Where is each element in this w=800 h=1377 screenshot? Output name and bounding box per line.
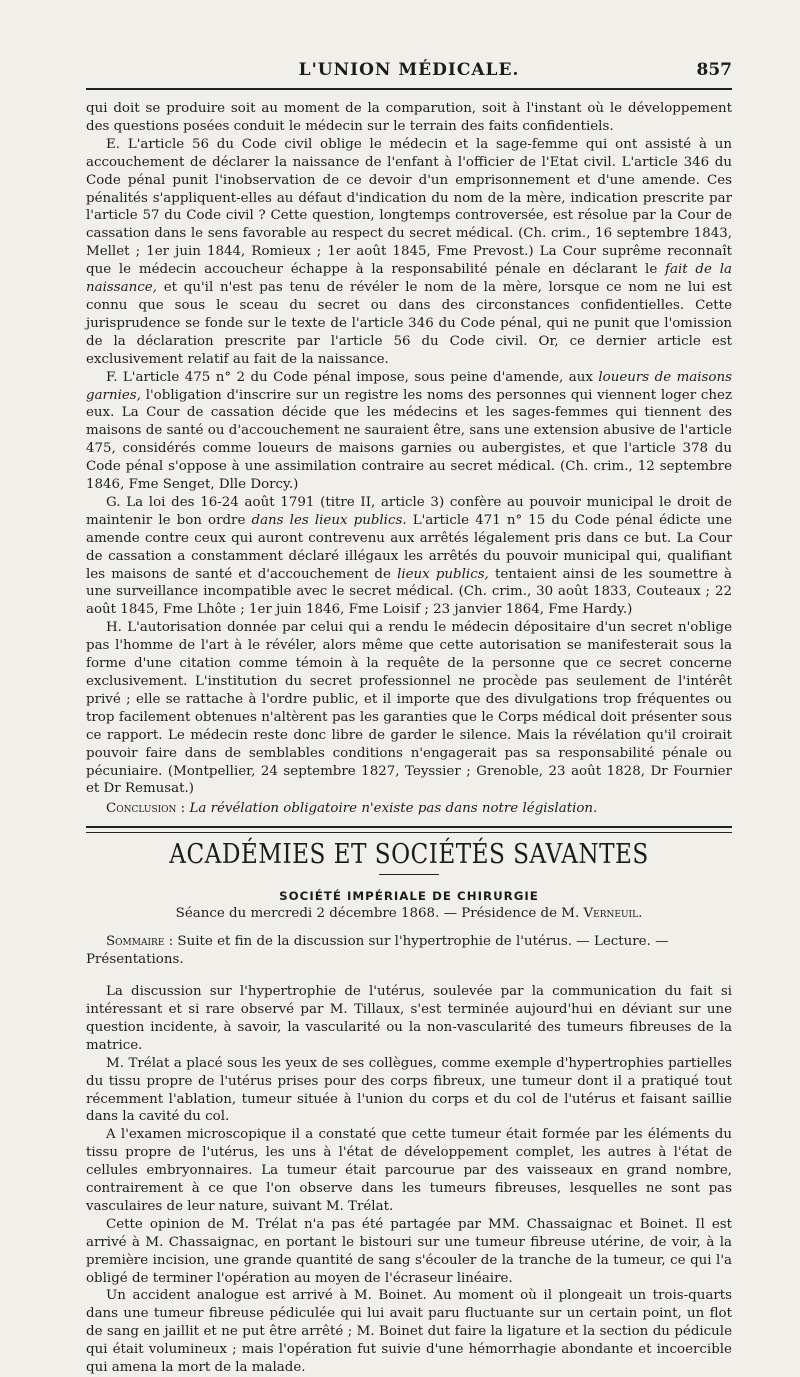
paragraph-text: tentaient ainsi de les soumettre à une surveillance incompatible avec le secret médical. (Ch. crim., 30 août 1833, Couteaux ; 22 août 1845, Fme Lhôte ; 1er juin 1846, Fme Loisif ; 23 janvier 1864, Fme Hardy.) (86, 566, 732, 618)
conclusion-label: Conclusion : (106, 801, 186, 817)
seance-line (86, 906, 732, 921)
page-header (86, 58, 732, 90)
conclusion (86, 800, 732, 818)
paragraph-text: E. L'article 56 du Code civil oblige le médecin et la sage-femme qui ont assisté à un accouchement de déclarer la naissance de l'enfant à l'officier de l'Etat civil. L'article 346 du Code pénal punit l'inobservation de ce devoir d'un emprisonnement et d'une amende. Ces pénalités s'appliquent-elles au défaut d'indication du nom de la mère, indication prescrite par l'article 57 du Code civil ? Cette question, longtemps controversée, est résolue par la Cour de cassation dans le sens favorable au respect du secret médical. (Ch. crim., 16 septembre 1843, Mellet ; 1er juin 1844, Romieux ; 1er août 1845, Fme Prevost.) La Cour suprême reconnaît que le médecin accoucheur échappe à la responsabilité pénale en déclarant le (86, 136, 732, 278)
short-divider (379, 874, 439, 875)
italic-phrase: fait de la naissance, (86, 262, 732, 296)
paragraph-e (86, 136, 732, 369)
president-name: Verneuil. (583, 906, 643, 922)
paragraph-text: et qu'il n'est pas tenu de révéler le nom de la mère, lorsque ce nom ne lui est connu que sous le sceau du secret ou dans des circonstances confidentielles. Cette jurisprudence se fonde sur le texte de l'article 346 du Code pénal, qui ne punit que l'omission de la déclaration prescrite par l'article 56 du Code civil. Or, ce dernier article est exclusivement relatif au fait de la naissance. (86, 280, 732, 367)
paragraph: A l'examen microscopique il a constaté que cette tumeur était formée par les éléments du tissu propre de l'utérus, les uns à l'état de développement complet, les autres à l'état de cellules embryonnaires. La tumeur était parcourue par des vaisseaux en grand nombre, contrairement à ce que l'on observe dans les tumeurs fibreuses, lesquelles ne sont pas vasculaires de leur nature, suivant M. Trélat. (86, 1127, 732, 1214)
paragraph: Cette opinion de M. Trélat n'a pas été partagée par MM. Chassaignac et Boinet. Il est arrivé à M. Chassaignac, en portant le bistouri sur une tumeur fibreuse utérine, de voir, à la première incision, une grande quantité de sang s'écouler de la tranche de la tumeur, ce qui l'a obligé de terminer l'opération au moyen de l'écraseur linéaire. (86, 1216, 732, 1286)
paragraph-text: F. L'article 475 n° 2 du Code pénal impose, sous peine d'amende, aux (106, 369, 593, 385)
page-number: 857 (696, 60, 732, 80)
sommaire (86, 933, 732, 969)
paragraph-text: G. La loi des 16-24 août 1791 (titre II, article 3) confère au pouvoir municipal le droit de maintenir le bon ordre (86, 494, 732, 528)
italic-phrase: lieux publics, (397, 566, 489, 582)
section-divider (86, 826, 732, 833)
italic-phrase: dans les lieux publics. (251, 512, 407, 528)
paragraph: Un accident analogue est arrivé à M. Boinet. Au moment où il plongeait un trois-quarts dans une tumeur fibreuse pédiculée qui lui avait paru fluctuante sur un certain point, un flot de sang en jaillit et ne put être arrêté ; M. Boinet dut faire la ligature et la section du pédicule qui était volumineux ; mais l'opération fut suivie d'une hémorrhagie abondante et incoercible qui amena la mort de la malade. (86, 1288, 732, 1376)
paragraph-f (86, 369, 732, 494)
paragraph: M. Trélat a placé sous les yeux de ses collègues, comme exemple d'hypertrophies partielles du tissu propre de l'utérus prises pour des corps fibreux, une tumeur dont il a pratiqué tout récemment l'ablation, tumeur située à l'union du corps et du col de l'utérus et faisant saillie dans la cavité du col. (86, 1055, 732, 1125)
italic-phrase: loueurs de maisons garnies, (86, 369, 732, 403)
paragraph-text: l'obligation d'inscrire sur un registre les noms des personnes qui viennent loger chez eux. La Cour de cassation décide que les médecins et les sages-femmes qui tiennent des maisons de santé ou d'accouchement ne sauraient être, sans une extension abusive de l'article 475, considérés comme loueurs de maisons garnies ou aubergistes, et que l'article 378 du Code pénal s'oppose à une assimilation contraire au secret médical. (Ch. crim., 12 septembre 1846, Fme Senget, Dlle Dorcy.) (86, 387, 732, 493)
paragraph-text: L'article 471 n° 15 du Code pénal édicte une amende contre ceux qui auront contrevenu aux arrêtés légalement pris dans ce but. La Cour de cassation a constamment déclaré illégaux les arrêtés du pouvoir municipal qui, qualifiant les maisons de santé et d'accouchement de (86, 512, 733, 582)
paragraph: qui doit se produire soit au moment de la comparution, soit à l'instant où le développement des questions posées conduit le médecin sur le terrain des faits confidentiels. (86, 101, 732, 134)
conclusion-text: La révélation obligatoire n'existe pas dans notre législation. (189, 801, 598, 817)
paragraph: La discussion sur l'hypertrophie de l'utérus, soulevée par la communication du fait si intéressant et si rare observé par M. Tillaux, s'est terminée aujourd'hui en déviant sur une question incidente, à savoir, la vascularité ou la non-vascularité des tumeurs fibreuses de la matrice. (86, 984, 732, 1053)
society-heading: SOCIÉTÉ IMPÉRIALE DE CHIRURGIE (279, 889, 539, 904)
seance-text: Séance du mercredi 2 décembre 1868. — Présidence de M. (175, 906, 580, 922)
paragraph-h: H. L'autorisation donnée par celui qui a rendu le médecin dépositaire d'un secret n'oblige pas l'homme de l'art à le révéler, alors même que cette autorisation se manifesterait sous la forme d'une citation comme témoin à la requête de la personne que ce secret concerne exclusivement. L'institution du secret professionnel ne procède pas seulement de l'intérêt privé ; elle se rattache à l'ordre public, et il importe que des divulgations trop fréquentes ou trop facilement obtenues n'altèrent pas les garanties que le Corps médical doit présenter sous ce rapport. Le médecin reste donc libre de garder le silence. Mais la révélation qu'il croirait pouvoir faire dans de semblables conditions n'engagerait pas sa responsabilité pénale ou pécuniaire. (Montpellier, 24 septembre 1827, Teyssier ; Grenoble, 23 août 1828, Dr Fournier et Dr Remusat.) (86, 620, 732, 797)
running-title: L'UNION MÉDICALE. (298, 60, 520, 80)
section-title: ACADÉMIES ET SOCIÉTÉS SAVANTES (169, 839, 649, 871)
paragraph-g (86, 494, 732, 619)
sommaire-text: Suite et fin de la discussion sur l'hypertrophie de l'utérus. — Lecture. — Présentations. (86, 934, 669, 968)
sommaire-label: Sommaire : (106, 934, 174, 950)
page-body (86, 100, 732, 1377)
